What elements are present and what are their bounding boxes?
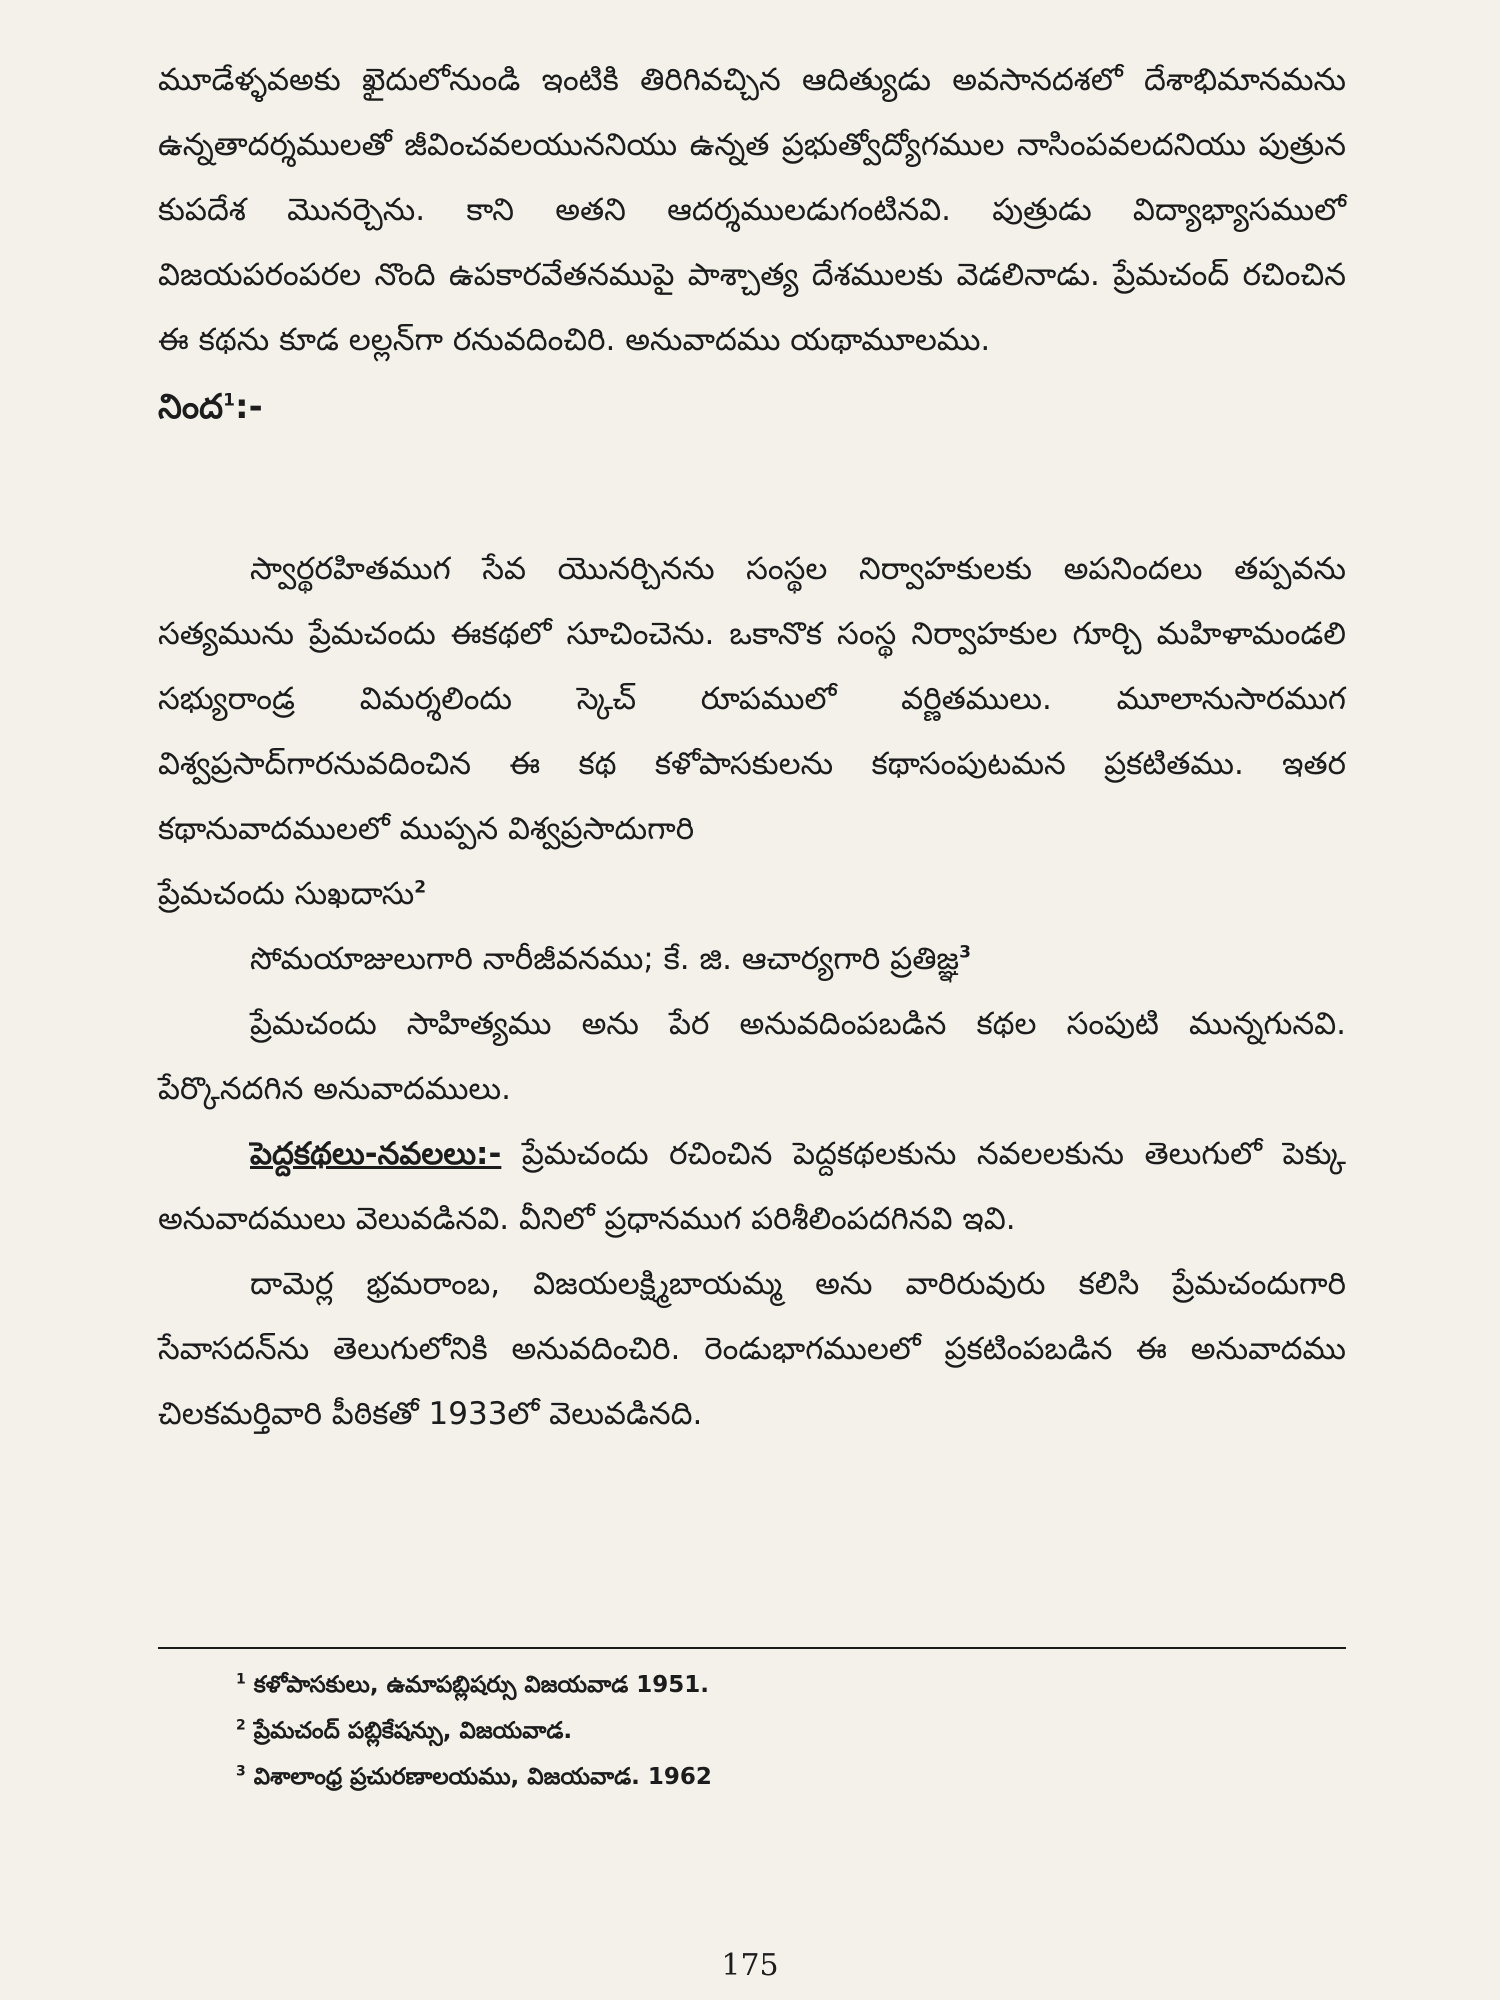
footnote-text: ప్రేమచంద్ పబ్లికేషన్సు, విజయవాడ.: [253, 1718, 573, 1744]
footnotes: [236, 1662, 1336, 1800]
footnote-2: [236, 1708, 1336, 1754]
footnote-number: 2: [236, 1717, 246, 1734]
paragraph-5: [158, 1122, 1346, 1252]
paragraph-2: స్వార్థరహితముగ సేవ యొనర్చినను సంస్థల నిర్వాహకులకు అపనిందలు తప్పవను సత్యమును ప్రేమచందు ఈకథలో సూచించెను. ఒకానొక సంస్థ నిర్వాహకుల గూర్చి మహిళామండలి సభ్యురాండ్ర విమర్శలిందు స్కెచ్ రూపములో వర్ణితములు. మూలానుసారముగ విశ్వప్రసాద్‌గారనువదించిన ఈ కథ కళోపాసకులను కథాసంపుటమన ప్రకటితము. ఇతర కథానువాదములలో ముప్పన విశ్వప్రసాదుగారి: [158, 551, 1346, 847]
heading-text: నింద: [158, 387, 224, 427]
paragraph-3: [158, 927, 1346, 992]
paragraph-4: ప్రేమచందు సాహిత్యము అను పేర అనువదింపబడిన కథల సంపుటి మున్నగునవి. పేర్కొనదగిన అనువాదములు.: [158, 1006, 1346, 1107]
footnote-text: విశాలాంధ్ర ప్రచురణాలయము, విజయవాడ. 1962: [253, 1764, 712, 1790]
paragraph-2b: [158, 862, 1346, 927]
paragraph-1: మూడేళ్ళవఅకు ఖైదులోనుండి ఇంటికి తిరిగివచ్చిన ఆదిత్యుడు అవసానదశలో దేశాభిమానమను ఉన్నతాదర్శములతో జీవించవలయుననియు ఉన్నత ప్రభుత్వోద్యోగముల నాసింపవలదనియు పుత్రున కుపదేశ మొనర్చెను. కాని అతని ఆదర్శములడుగంటినవి. పుత్రుడు విద్యాభ్యాసములో విజయపరంపరల నొంది ఉపకారవేతనముపై పాశ్చాత్య దేశములకు వెడలినాడు. ప్రేమచంద్ రచించిన ఈ కథను కూడ లల్లన్‌గా రనువదించిరి. అనువాదము యథామూలము.: [158, 62, 1346, 358]
footnote-1: [236, 1662, 1336, 1708]
footnote-number: 3: [236, 1763, 246, 1780]
heading-footnote-ref: 1: [223, 390, 235, 411]
paragraph-5-text: ప్రేమచందు రచించిన పెద్దకథలకును నవలలకును తెలుగులో పెక్కు అనువాదములు వెలువడినవి. వీనిలో ప్రధానముగ పరిశీలింపదగినవి ఇవి.: [158, 1136, 1346, 1237]
subheading-novels: పెద్దకథలు-నవలలు:-: [250, 1136, 502, 1172]
paragraph-3-text: సోమయాజులుగారి నారీజీవనము; కే. జి. ఆచార్యగారి ప్రతిజ్ఞ: [250, 941, 960, 977]
footnote-text: కళోపాసకులు, ఉమాపబ్లిషర్సు విజయవాడ 1951.: [253, 1672, 709, 1698]
section-heading: [158, 373, 1346, 441]
footnote-3: [236, 1754, 1336, 1800]
footnote-number: 1: [236, 1671, 246, 1688]
footnote-divider: [158, 1647, 1346, 1649]
main-text: [158, 48, 1346, 1447]
heading-suffix: :-: [234, 387, 263, 427]
page-number: 175: [721, 1948, 779, 1983]
footnote-ref-3: 3: [959, 942, 971, 963]
paragraph-6: దామెర్ల భ్రమరాంబ, విజయలక్ష్మిబాయమ్మ అను వారిరువురు కలిసి ప్రేమచందుగారి సేవాసదన్‌ను తెలుగులోనికి అనువదించిరి. రెండుభాగములలో ప్రకటింపబడిన ఈ అనువాదము చిలకమర్తివారి పీఠికతో 1933లో వెలువడినది.: [158, 1266, 1346, 1432]
paragraph-2b-text: ప్రేమచందు సుఖదాసు: [158, 876, 415, 912]
footnote-ref-2: 2: [414, 877, 427, 898]
